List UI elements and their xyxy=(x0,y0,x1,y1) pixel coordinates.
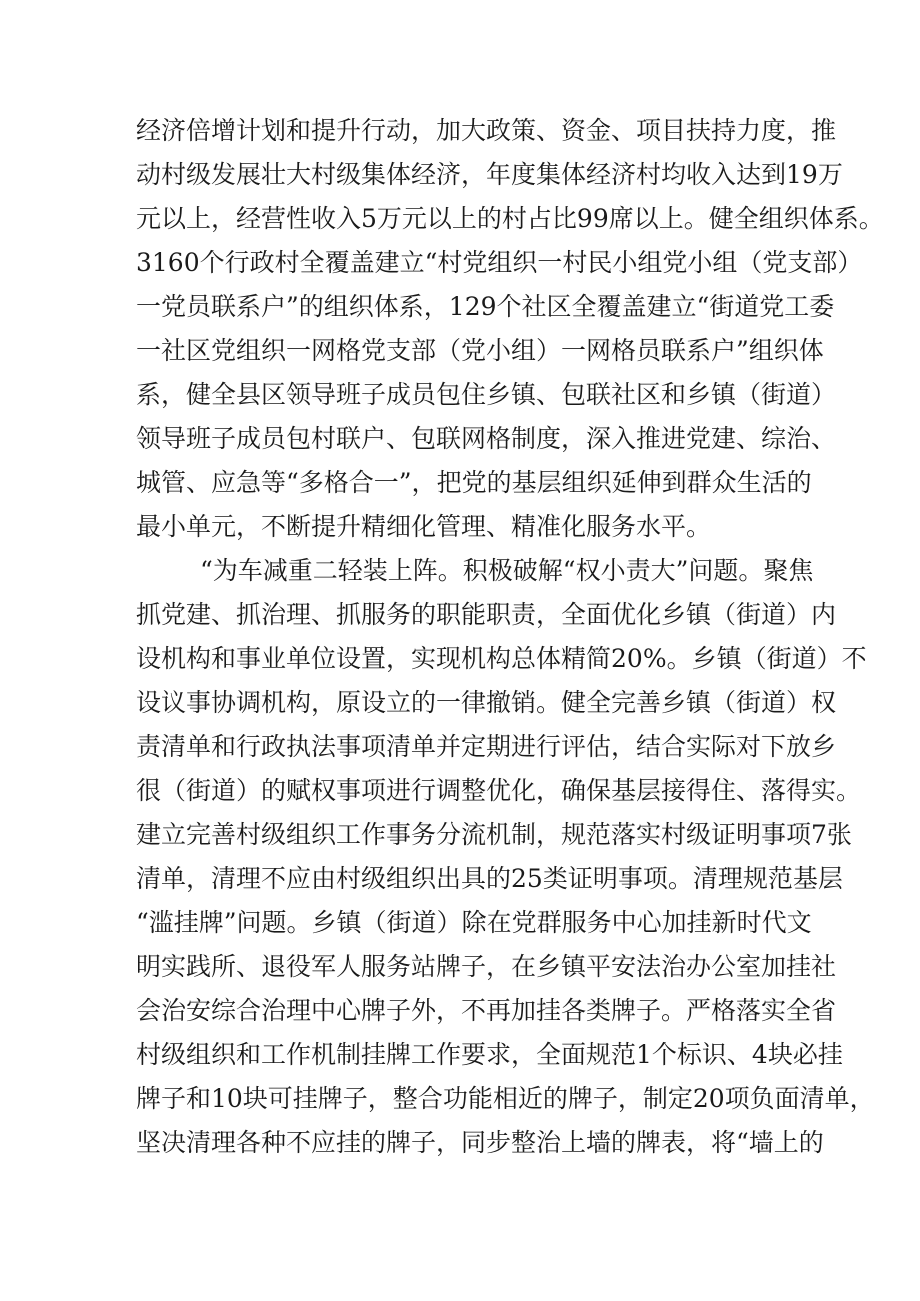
paragraph-2-line-5: 责清单和行政执法事项清单并定期进行评估，结合实际对下放乡 xyxy=(136,732,837,761)
paragraph-2-line-1: “为车减重二轻装上阵。积极破解“权小责大”问题。聚焦 xyxy=(200,556,814,585)
paragraph-1-line-3: 元以上，经营性收入5万元以上的村占比99席以上。健全组织体系。 xyxy=(136,204,884,233)
paragraph-1-line-1: 经济倍增计划和提升行动，加大政策、资金、项目扶持力度，推 xyxy=(136,116,837,145)
paragraph-2-line-4: 设议事协调机构，原设立的一律撤销。健全完善乡镇（街道）权 xyxy=(136,688,837,717)
paragraph-2-line-8: 清单，清理不应由村级组织出具的25类证明事项。清理规范基层 xyxy=(136,864,843,893)
paragraph-2-line-11: 会治安综合治理中心牌子外，不再加挂各类牌子。严格落实全省 xyxy=(136,996,837,1025)
paragraph-2-line-10: 明实践所、退役军人服务站牌子，在乡镇平安法治办公室加挂社 xyxy=(136,952,837,981)
paragraph-2-line-6: 很（街道）的赋权事项进行调整优化，确保基层接得住、落得实。 xyxy=(136,776,862,805)
paragraph-1-line-10: 最小单元，不断提升精细化管理、精准化服务水平。 xyxy=(136,512,712,541)
paragraph-2-line-9: “滥挂牌”问题。乡镇（街道）除在党群服务中心加挂新时代文 xyxy=(136,908,812,937)
paragraph-2-line-13: 牌子和10块可挂牌子，整合功能相近的牌子，制定20项负面清单， xyxy=(136,1084,875,1113)
paragraph-1-line-7: 系，健全县区领导班子成员包住乡镇、包联社区和乡镇（街道） xyxy=(136,380,837,409)
paragraph-1-line-5: 一党员联系户”的组织体系，129个社区全覆盖建立“街道党工委 xyxy=(136,292,835,321)
paragraph-2-line-12: 村级组织和工作机制挂牌工作要求，全面规范1个标识、4块必挂 xyxy=(136,1040,843,1069)
paragraph-1-line-6: 一社区党组织一网格党支部（党小组）一网格员联系户”组织体 xyxy=(136,336,824,365)
paragraph-1-line-2: 动村级发展壮大村级集体经济，年度集体经济村均收入达到19万 xyxy=(136,160,843,189)
paragraph-2-line-3: 设机构和事业单位设置，实现机构总体精简20%。乡镇（街道）不 xyxy=(136,644,867,673)
paragraph-2-line-2: 抓党建、抓治理、抓服务的职能职责，全面优化乡镇（街道）内 xyxy=(136,600,837,629)
paragraph-2-line-14: 坚决清理各种不应挂的牌子，同步整治上墙的牌表，将“墙上的 xyxy=(136,1128,824,1157)
paragraph-1-line-9: 城管、应急等“多格合一”，把党的基层组织延伸到群众生活的 xyxy=(136,468,812,497)
paragraph-1-line-4: 3160个行政村全覆盖建立“村党组织一村民小组党小组（党支部） xyxy=(136,248,863,277)
paragraph-2-line-7: 建立完善村级组织工作事务分流机制，规范落实村级证明事项7张 xyxy=(136,820,852,849)
paragraph-1-line-8: 领导班子成员包村联户、包联网格制度，深入推进党建、综治、 xyxy=(136,424,837,453)
